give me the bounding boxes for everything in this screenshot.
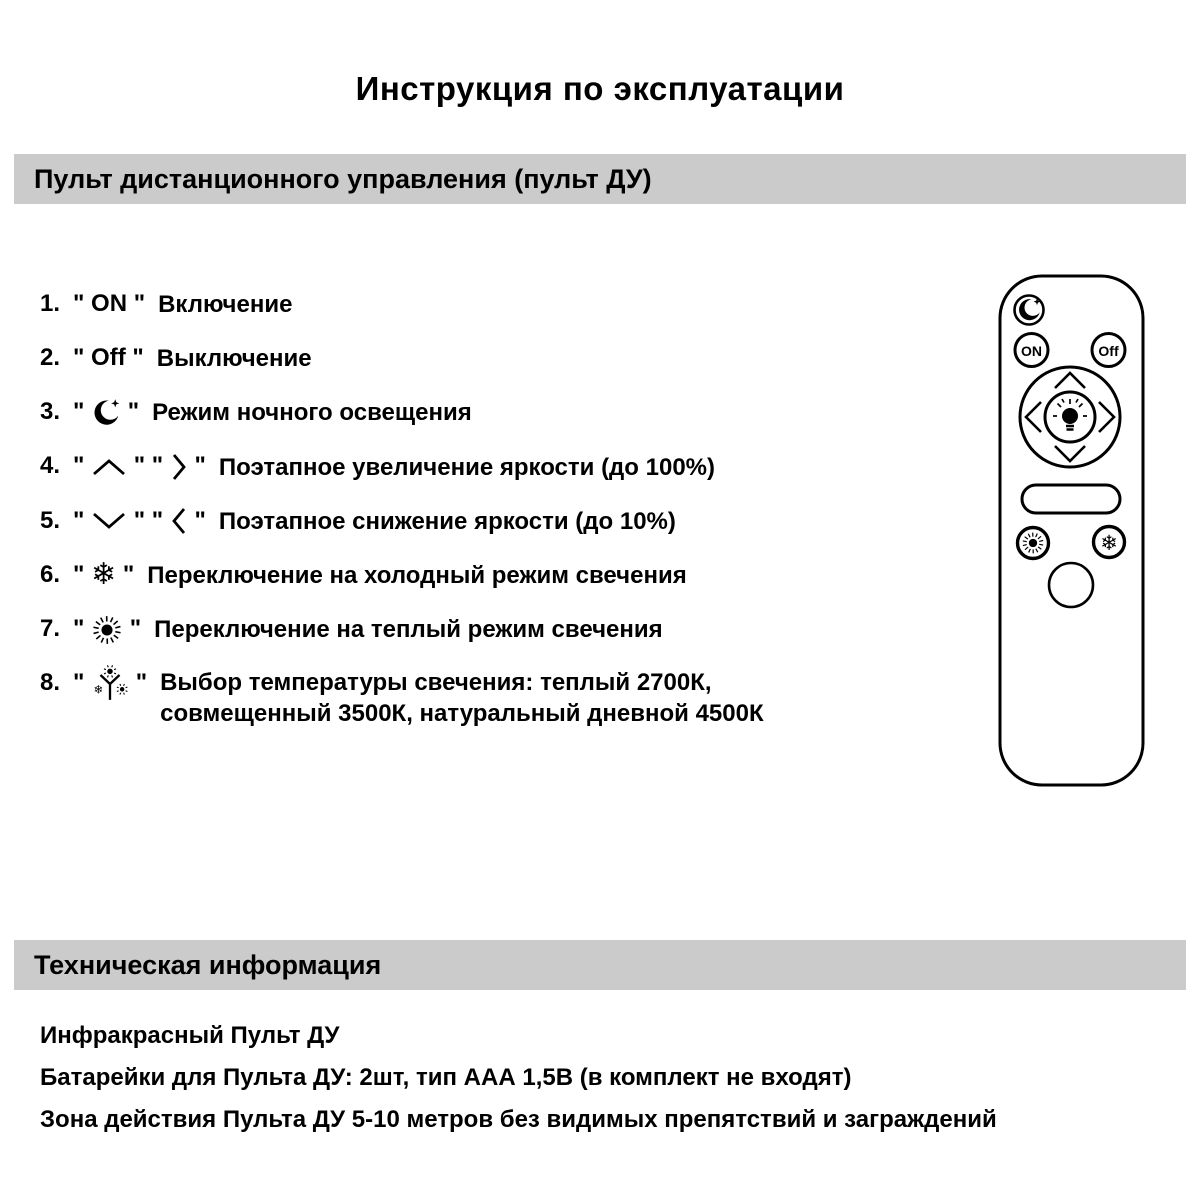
remote-extra-button	[1049, 563, 1093, 607]
tech-info-line: Зона действия Пульта ДУ 5-10 метров без видимых препятствий и заграждений	[40, 1106, 997, 1133]
instruction-item-3	[40, 396, 940, 428]
remote-off-button	[1092, 334, 1125, 367]
instruction-list	[40, 288, 940, 751]
moon-star-icon	[91, 398, 121, 428]
item-number: 1.	[40, 290, 61, 317]
remote-illustration	[988, 268, 1158, 794]
temp-select-icon	[91, 665, 129, 703]
item-quote-text: "	[129, 669, 148, 697]
item-description-line1: Выбор температуры свечения: теплый 2700К,	[160, 669, 712, 697]
tech-info-block	[40, 1022, 997, 1148]
item-quote-text: " "	[127, 506, 170, 534]
remote-night-button	[1015, 296, 1044, 325]
dpad-left-icon	[1026, 402, 1041, 432]
remote-off-label: Off	[1098, 343, 1119, 359]
remote-cold-button	[1094, 527, 1125, 558]
moon-star-icon	[1019, 298, 1041, 320]
item-description: Переключение на холодный режим свечения	[147, 561, 687, 589]
section-header-remote	[14, 154, 1186, 204]
remote-warm-button	[1018, 528, 1049, 559]
item-number: 5.	[40, 506, 61, 534]
item-quote-text: " "	[127, 452, 170, 480]
item-description: Выключение	[156, 345, 312, 373]
section-header-tech-label: Техническая информация	[34, 949, 382, 980]
item-number: 6.	[40, 560, 61, 588]
chevron-right-icon	[170, 452, 188, 482]
svg-text:❄: ❄	[93, 683, 104, 697]
page-title: Инструкция по эксплуатации	[355, 70, 845, 107]
bulb-icon	[1053, 399, 1087, 430]
item-description: Режим ночного освещения	[152, 399, 472, 427]
chevron-left-icon	[170, 506, 188, 536]
tech-info-line: Инфракрасный Пульт ДУ	[40, 1022, 340, 1049]
item-number: 3.	[40, 398, 61, 426]
item-description: Поэтапное снижение яркости (до 10%)	[218, 507, 676, 535]
item-description: Переключение на теплый режим свечения	[154, 616, 663, 644]
item-quote-text: "	[73, 452, 92, 480]
section-header-remote-label: Пульт дистанционного управления (пульт ДУ)	[34, 163, 652, 194]
dpad-up-icon	[1055, 373, 1085, 388]
dpad-right-icon	[1099, 402, 1114, 432]
sun-warm-icon	[91, 614, 123, 646]
item-description-line2: совмещенный 3500К, натуральный дневной 4500К	[160, 700, 764, 728]
instruction-item-2	[40, 342, 940, 374]
chevron-down-icon	[91, 511, 127, 531]
item-description: Включение	[158, 291, 293, 319]
item-description: Поэтапное увеличение яркости (до 100%)	[218, 453, 715, 481]
dpad-down-icon	[1055, 446, 1085, 461]
item-quote-text: "	[73, 560, 92, 588]
section-header-tech	[14, 940, 1186, 990]
item-quote-text: "	[73, 614, 92, 642]
remote-on-label: ON	[1021, 343, 1042, 359]
tech-info-line: Батарейки для Пульта ДУ: 2шт, тип ААА 1,5В (в комплект не входят)	[40, 1064, 852, 1091]
item-quote-text: "	[116, 560, 135, 588]
remote-on-button	[1015, 334, 1048, 367]
item-quote-text: "	[187, 506, 206, 534]
item-quote-text: "	[187, 452, 206, 480]
instruction-item-7	[40, 613, 940, 645]
chevron-up-icon	[91, 457, 127, 477]
instruction-item-5	[40, 505, 940, 537]
item-quote-text: " Off "	[73, 344, 144, 372]
item-number: 7.	[40, 614, 61, 642]
item-description	[160, 667, 764, 729]
item-number: 4.	[40, 452, 61, 480]
instruction-item-4	[40, 450, 940, 482]
remote-pill-button	[1022, 485, 1120, 513]
item-quote-text: "	[121, 398, 140, 426]
item-number: 2.	[40, 344, 61, 372]
instruction-item-1	[40, 288, 940, 320]
instruction-item-6	[40, 559, 940, 591]
item-quote-text: "	[73, 398, 92, 426]
snowflake-icon: ❄	[91, 558, 117, 592]
remote-dpad	[1020, 367, 1120, 467]
item-quote-text: " ON "	[73, 290, 146, 317]
item-quote-text: "	[73, 506, 92, 534]
instruction-item-8	[40, 667, 940, 729]
item-quote-text: "	[123, 614, 142, 642]
sun-icon	[1023, 533, 1043, 554]
item-number: 8.	[40, 669, 61, 697]
item-quote-text: "	[73, 669, 92, 697]
snowflake-icon: ❄	[1100, 532, 1118, 555]
